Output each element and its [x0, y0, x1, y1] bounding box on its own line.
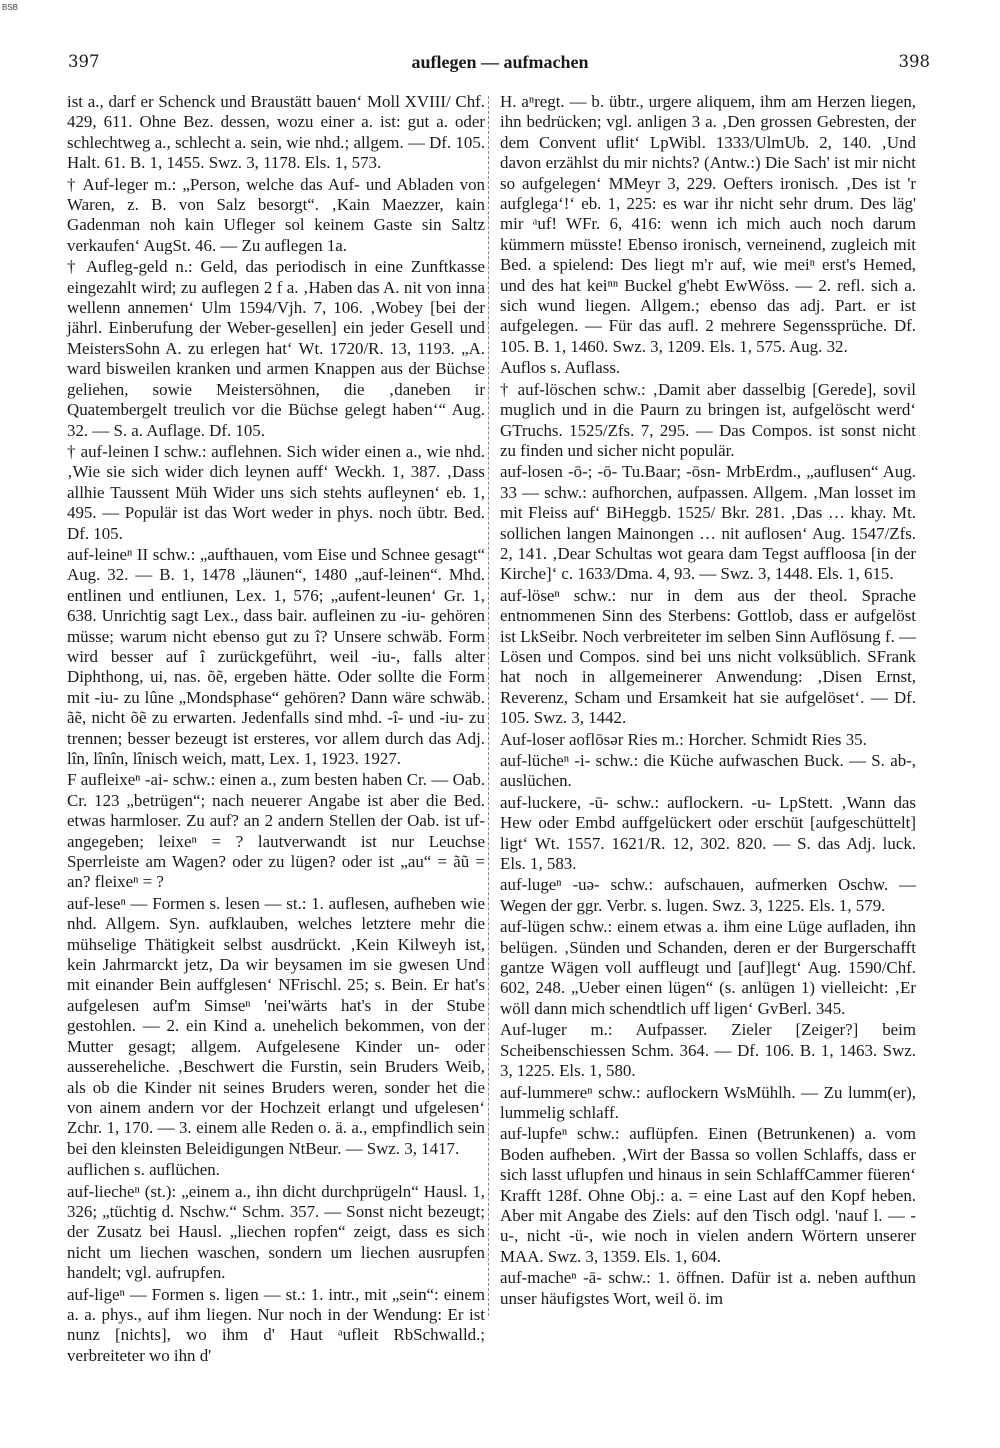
entry: auf-lugeⁿ -uə- schw.: aufschauen, aufmerken Oschw. — Wegen der ggr. Verbr. s. lugen. Swz. 3, 1225. Els. 1, 579.: [500, 875, 916, 915]
entry: auf-lügen schw.: einem etwas a. ihm eine Lüge aufladen, ihn belügen. ‚Sünden und Schanden, deren er der Burgerschafft gantze Wägen voll auffleugt und [auf]legt‘ Aug. 1590/Chf. 602, 248. „Ueber einen lügen“ (s. anlügen 1) vielleicht: ‚Er wöll dann mich schendtlich uff ligen‘ GvBerl. 345.: [500, 917, 916, 1018]
entry: H. aⁿregt. — b. übtr., urgere aliquem, ihm am Herzen liegen, ihn bedrücken; vgl. anligen 3 a. ‚Den grossen Gebresten, der dem Convent uflit‘ LpWibl. 1333/UlmUb. 2, 140. ‚Und davon erzählst du mir nichts? (Antw.:) Die Sach' ist mir nicht so aufgelegen‘ MMeyr 3, 229. Oefters ironisch. ‚Des ist 'r aufglega‘!‘ eb. 1, 225: es war ihr nicht sehr drum. Des läg' mir ᵃuf! WFr. 6, 416: wenn ich mich auch noch darum kümmern müsste! Ebenso ironisch, verneinend, zugleich mit Bed. a spielend: Des liegt m'r auf, wie meiⁿ erst's Hemed, und des hat keiⁿⁿ Buckel g'hebt EwWöss. — 2. refl. sich a. sich wund liegen. Allgem.; ebenso das adj. Part. er ist aufgelegen. — Für das aufl. 2 mehrere Segenssprüche. Df. 105. B. 1, 1460. Swz. 3, 1209. Els. 1, 575. Aug. 32.: [500, 92, 916, 356]
entry: Auf-loser aoflōsər Ries m.: Horcher. Schmidt Ries 35.: [500, 729, 867, 749]
entry: auf-losen -ō-; -ō- Tu.Baar; -ōsn- MrbErdm., „auflusen“ Aug. 33 — schw.: aufhorchen, aufpassen. Allgem. ‚Man losset im mit Fleiss auf‘ BiHeggb. 1525/ Bkr. 281. ‚Das … khay. Mt. sollichen langen Mainongen … nit auflosen‘ Aug. 1547/Zfs. 2, 141. ‚Dear Schultas wot geara dam Tegst auffloosa [in der Kirche]‘ c. 1633/Dma. 4, 93. — Swz. 3, 1448. Els. 1, 615.: [500, 462, 916, 584]
entry: auf-leseⁿ — Formen s. lesen — st.: 1. auflesen, aufheben wie nhd. Allgem. Syn. aufklauben, welches letztere mehr die mühselige Thätigkeit selbst ausdrückt. ‚Kein Kilweyh ist, kein Jahrmarckt jetz, Da wir beysamen im sie gwesen Und mit einander Bein auffglesen‘ NFrischl. 25; s. Bein. Er hat's aufgelesen auf'm Simseⁿ 'nei'wärts hat's in der Stube gestohlen. — 2. ein Kind a. unehelich bekommen, von der Mutter gesagt; allgem. Aufgelesene Kinder un- oder aussereheliche. ‚Beschwert die Furstin, sein Bruders Weib, als ob die Kinder nit seines Bruders weren, sonder het die von ainem andern vor der Hochzeit erlangt und ufgelesen‘ Zchr. 1, 170. — 3. einem alle Reden o. ä. a., empfindlich sein bei den kleinsten Beleidigungen NtBeur. — Swz. 3, 1417.: [67, 893, 485, 1158]
entry: auf-luckere, -ū- schw.: auflockern. -u- LpStett. ‚Wann das Hew oder Embd auffgelückert oder erschüt [aufgeschüttelt] ligt‘ Wt. 1557. 1621/R. 12, 302. 820. — S. das Adj. luck. Els. 1, 583.: [500, 792, 916, 874]
entry: auf-löseⁿ schw.: nur in dem aus der theol. Sprache entnommenen Sinn des Sterbens: Gottlob, dass er aufgelöst ist LkSeibr. Noch verbreiteter im selben Sinn Auflösung f. — Lösen und Compos. sind bei uns nicht volksüblich. SFrank hat noch in allgemeinerer Anwendung: ‚Disen Ernst, Reverenz, Scham und Ersamkeit hat sie aufgelöset‘. — Df. 105. Swz. 3, 1442.: [500, 585, 916, 728]
right-column: [500, 92, 916, 1309]
entry: † Aufleg-geld n.: Geld, das periodisch in eine Zunftkasse eingezahlt wird; zu auflegen 2 f a. ‚Haben das A. nit von inna wellenn annemen‘ Ulm 1594/Vjh. 7, 106. ‚Wobey [bei der jährl. Einberufung der Weber-gesellen] ein jeder Gesell und MeistersSohn A. zu erlegen hat‘ Wt. 1720/R. 13, 1193. „A. ward bisweilen kranken und armen Knappen aus der Büchse geliehen, sowie Meistersöhnen, die ‚daneben ir Quatembergelt treulich vor die Büchse gelegt haben‘“ Aug. 32. — S. a. Auflage. Df. 105.: [67, 257, 485, 440]
page-number-right: 398: [898, 52, 930, 71]
entry: F aufleixeⁿ -ai- schw.: einen a., zum besten haben Cr. — Oab. Cr. 123 „betrügen“; nach neuerer Angabe ist aber die Bed. etwas harmloser. Zu auf? an 2 andern Stellen der Oab. ist uf- angegeben; leixeⁿ = ? lautverwandt ist nur Leuchse Sperrleiste am Wagen? oder zu lügen? oder ist „au“ = ãũ = an? fleixeⁿ = ?: [67, 770, 485, 892]
entry: † auf-leinen I schw.: auflehnen. Sich wider einen a., wie nhd. ‚Wie sie sich wider dich leynen auff‘ Weckh. 1, 387. ‚Dass allhie Taussent Müh Wider uns sich stehts aufleynen‘ eb. 1, 495. — Populär ist das Wort weder in phys. noch übtr. Bed. Df. 105.: [67, 441, 485, 543]
entry: auflichen s. auflüchen.: [67, 1160, 220, 1180]
entry: Auflos s. Auflass.: [500, 358, 621, 378]
running-head: auflegen — aufmachen: [411, 52, 589, 72]
entry: auf-liecheⁿ (st.): „einem a., ihn dicht durchprügeln“ Hausl. 1, 326; „tüchtig d. Nschw.“ Schm. 357. — Sonst nicht bezeugt; der Zusatz bei Hausl. „liechen ropfen“ zeigt, dass es sich nicht um liechen waschen, sondern um liechen ausrupfen handelt; vgl. aufrupfen.: [67, 1181, 485, 1283]
library-corner-mark: BSB: [2, 3, 19, 12]
entry: Auf-luger m.: Aufpasser. Zieler [Zeiger?] beim Scheibenschiessen Schm. 364. — Df. 106. B. 1, 1463. Swz. 3, 1225. Els. 1, 580.: [500, 1020, 916, 1081]
left-column: [67, 92, 485, 1366]
entry: auf-ligeⁿ — Formen s. ligen — st.: 1. intr., mit „sein“: einem a. a. phys., auf ihm liegen. Nur noch in der Wendung: Er ist nunz [nichts], wo ihm d' Haut ᵃufleit RbSchwalld.; verbreiteter wo ihn d': [67, 1284, 485, 1365]
entry: auf-lupfeⁿ schw.: auflüpfen. Einen (Betrunkenen) a. vom Boden aufheben. ‚Wirt der Bassa so vollen Schlaffs, dass er sich lasst uflupfen und hinaus in sein SchlaffCammer füeren‘ Krafft 128f. Ohne Obj.: a. = eine Last auf den Kopf heben. Aber mit Angabe des Ziels: auf den Tisch odgl. 'nauf l. — -u-, nicht -ü-, wie noch in vielen andern Wörtern unserer MAA. Swz. 3, 1359. Els. 1, 604.: [500, 1124, 916, 1266]
entry: † auf-löschen schw.: ‚Damit aber dasselbig [Gerede], sovil muglich und in die Paurn zu bringen ist, aufgelöscht werd‘ GTruchs. 1525/Zfs. 7, 295. — Das Compos. ist sonst nicht zu finden und sicher nicht populär.: [500, 379, 916, 460]
entry: † Auf-leger m.: „Person, welche das Auf- und Abladen von Waren, z. B. von Salz besorgt“. ‚Kain Maezzer, kain Gadenman noh kain Ufleger sol keinem Gaste sin Saltz verkaufen‘ AugSt. 46. — Zu auflegen 1a.: [67, 174, 485, 255]
entry: ist a., darf er Schenck und Braustätt bauen‘ Moll XVIII/ Chf. 429, 611. Ohne Bez. dessen, wozu einer a. ist: gut a. oder schlechtweg a., schlecht a. sein, wie nhd.; allgem. — Df. 105. Halt. 61. B. 1, 1455. Swz. 3, 1178. Els. 1, 573.: [67, 92, 485, 173]
entry: auf-lücheⁿ -i- schw.: die Küche aufwaschen Buck. — S. ab-, auslüchen.: [500, 751, 916, 791]
entry: auf-lummereⁿ schw.: auflockern WsMühlh. — Zu lumm(er), lummelig schlaff.: [500, 1082, 916, 1122]
entry: auf-macheⁿ -ā- schw.: 1. öffnen. Dafür ist a. neben aufthun unser häufigstes Wort, weil ö. im: [500, 1268, 916, 1308]
page-number-left: 397: [68, 52, 100, 71]
column-divider: [488, 96, 489, 1316]
entry: auf-leineⁿ II schw.: „aufthauen, vom Eise und Schnee gesagt“ Aug. 32. — B. 1, 1478 „läunen“, 1480 „auf-leinen“. Mhd. entlinen und entliunen, Lex. 1, 576; „aufent-leunen‘ Gr. 1, 638. Unrichtig sagt Lex., dass bair. aufleinen zu -iu- gehören müsse; warum nicht ebenso gut zu î? Unsere schwäb. Form wird besser auf î zurückgeführt, weil -iu-, falls alter Diphthong, ui, nas. õẽ, ergeben hätte. Oder sollte die Form mit -iu- zu lûne „Mondsphase“ gehören? Dann wäre schwäb. ãẽ, nicht õẽ zu erwarten. Jedenfalls sind mhd. -î- und -iu- zu trennen; besser bezeugt ist ersteres, vor allem durch das Adj. lîn, lînîn, lînisch weich, matt, Lex. 1, 1923. 1927.: [67, 544, 485, 768]
